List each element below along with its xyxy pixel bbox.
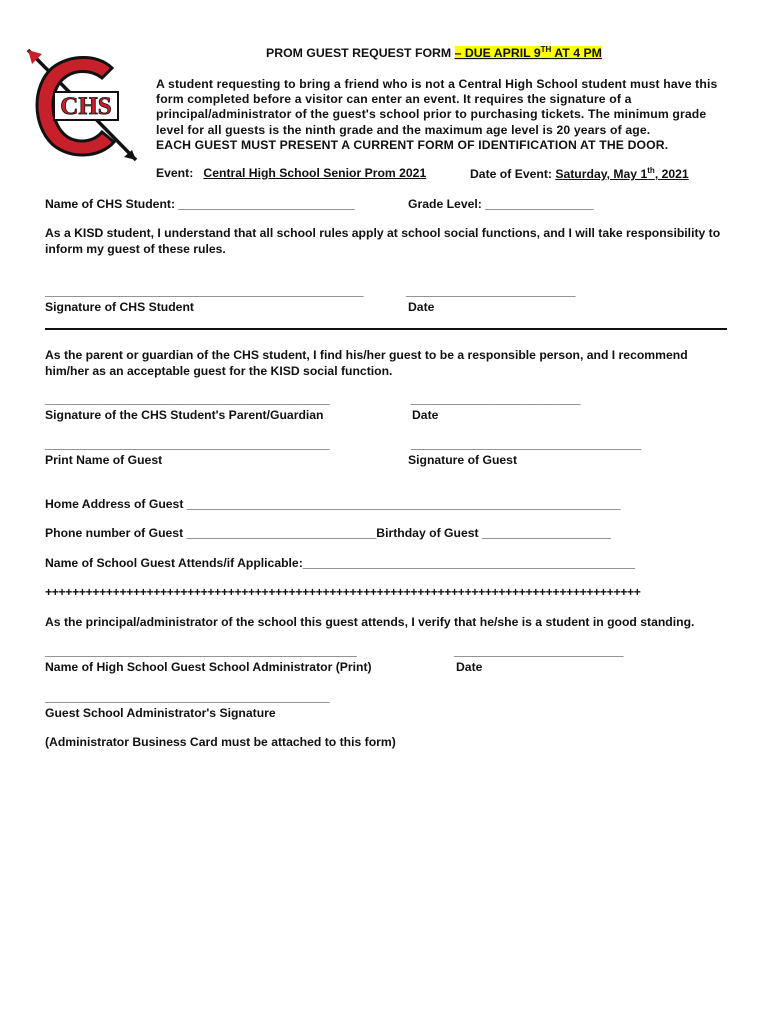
business-card-note: (Administrator Business Card must be attached to this form)	[45, 735, 396, 749]
admin-date-label: Date	[456, 660, 483, 674]
student-date-line[interactable]: _________________________	[406, 284, 576, 298]
admin-signature-line[interactable]: __________________________________________	[45, 690, 330, 704]
event-name: Central High School Senior Prom 2021	[203, 166, 427, 180]
student-signature-label: Signature of CHS Student	[45, 300, 194, 314]
admin-signature-label: Guest School Administrator's Signature	[45, 706, 276, 720]
student-signature-line[interactable]: _______________________________________________	[45, 284, 364, 298]
admin-date-line[interactable]: _________________________	[454, 644, 624, 658]
guest-print-name-label: Print Name of Guest	[45, 453, 163, 467]
guest-phone-birthday-field[interactable]: Phone number of Guest ____________________________Birthday of Guest ___________________	[45, 526, 611, 540]
guest-signature-label: Signature of Guest	[408, 453, 518, 467]
guest-school-field[interactable]: Name of School Guest Attends/if Applicable:_________________________________________________	[45, 556, 635, 570]
parent-date-label: Date	[412, 408, 439, 422]
plus-divider: ++++++++++++++++++++++++++++++++++++++++++++++++++++++++++++++++++++++++++++++++++++++++	[45, 585, 641, 599]
admin-name-label: Name of High School Guest School Administrator (Print)	[45, 660, 372, 674]
id-notice: EACH GUEST MUST PRESENT A CURRENT FORM OF IDENTIFICATION AT THE DOOR.	[156, 137, 669, 152]
section-divider-rule	[45, 328, 727, 330]
parent-recommendation: As the parent or guardian of the CHS student, I find his/her guest to be a responsible person, and I recommend him/her as an acceptable guest for the KISD social function.	[45, 348, 688, 378]
parent-signature-line[interactable]: __________________________________________	[45, 392, 330, 406]
event-date: Date of Event: Saturday, May 1th, 2021	[470, 166, 689, 182]
parent-signature-label: Signature of the CHS Student's Parent/Guardian	[45, 408, 324, 422]
grade-level-field[interactable]: Grade Level: ________________	[408, 197, 594, 211]
guest-address-field[interactable]: Home Address of Guest ________________________________________________________________	[45, 497, 621, 511]
logo-text: CHS	[60, 93, 112, 120]
chs-logo	[24, 46, 142, 166]
admin-verification-text: As the principal/administrator of the school this guest attends, I verify that he/she is a student in good standing.	[45, 615, 695, 629]
guest-signature-line[interactable]: __________________________________	[411, 437, 642, 451]
event-line: Event: Central High School Senior Prom 2021	[156, 166, 427, 180]
due-date-highlight: – DUE APRIL 9TH AT 4 PM	[454, 45, 602, 61]
parent-date-line[interactable]: _________________________	[411, 392, 581, 406]
guest-print-name-line[interactable]: __________________________________________	[45, 437, 330, 451]
admin-name-line[interactable]: ______________________________________________	[45, 644, 357, 658]
intro-block	[156, 77, 736, 153]
intro-text: A student requesting to bring a friend who is not a Central High School student must have this form completed before a visitor can enter an event. It requires the signature of a principal/administrator of the guest's school prior to purchasing tickets. The minimum grade level for all guests is the ninth grade and the maximum age level is 20 years of age.	[156, 77, 718, 137]
student-name-field[interactable]: Name of CHS Student: __________________________	[45, 197, 355, 211]
rules-acknowledgement: As a KISD student, I understand that all school rules apply at school social functions, and I will take responsibility to inform my guest of these rules.	[45, 226, 721, 256]
form-title: PROM GUEST REQUEST FORM – DUE APRIL 9TH AT 4 PM	[266, 45, 602, 61]
student-date-label: Date	[408, 300, 435, 314]
